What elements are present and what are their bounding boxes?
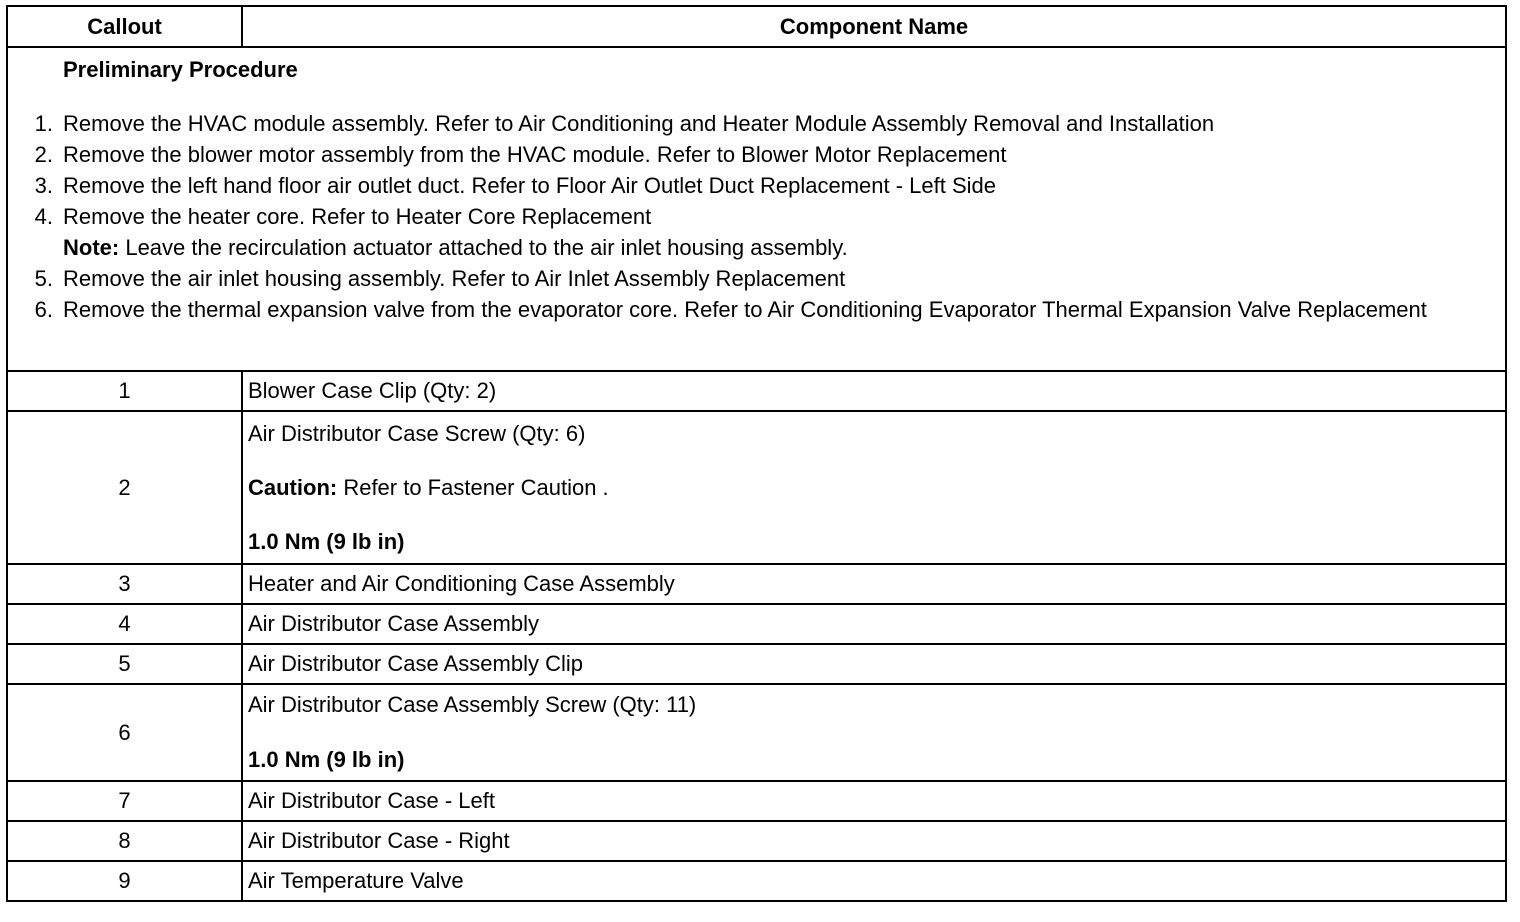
step-number: 5. [34, 266, 53, 291]
step-text: Remove the heater core. Refer to Heater Core Replacement [63, 204, 652, 229]
table-header-row [7, 6, 1506, 47]
table-row [7, 821, 1506, 861]
table-row [7, 861, 1506, 901]
table-row [7, 371, 1506, 411]
step-text: Remove the air inlet housing assembly. Refer to Air Inlet Assembly Replacement [63, 266, 846, 291]
component-name: Air Distributor Case Assembly [242, 604, 1506, 644]
procedure-step [8, 139, 1505, 170]
step-note [63, 235, 848, 260]
component-name: Blower Case Clip (Qty: 2) [242, 371, 1506, 411]
step-text: Remove the thermal expansion valve from the evaporator core. Refer to Air Conditioning Evaporator Thermal Expansion Valve Replacement [63, 297, 1427, 322]
procedure-step [8, 108, 1505, 139]
callout-number: 8 [7, 821, 242, 861]
torque-spec: 1.0 Nm (9 lb in) [248, 747, 405, 772]
callout-number: 9 [7, 861, 242, 901]
step-text: Remove the left hand floor air outlet duct. Refer to Floor Air Outlet Duct Replacement - Left Side [63, 173, 997, 198]
note-text: Leave the recirculation actuator attached to the air inlet housing assembly. [119, 235, 848, 260]
table-row [7, 604, 1506, 644]
procedure-step [8, 263, 1505, 294]
procedure-step [8, 294, 1505, 325]
step-text: Remove the blower motor assembly from the HVAC module. Refer to Blower Motor Replacement [63, 142, 1007, 167]
header-callout: Callout [7, 6, 242, 47]
component-table [6, 5, 1507, 902]
step-text: Remove the HVAC module assembly. Refer to Air Conditioning and Heater Module Assembly Removal and Installation [63, 111, 1215, 136]
table-row [7, 781, 1506, 821]
callout-number: 1 [7, 371, 242, 411]
component-details [242, 684, 1506, 781]
component-name: Air Distributor Case - Right [242, 821, 1506, 861]
component-name: Air Distributor Case - Left [242, 781, 1506, 821]
callout-number: 4 [7, 604, 242, 644]
table-row [7, 684, 1506, 781]
caution-line [248, 473, 1505, 503]
procedure-steps [8, 108, 1505, 325]
step-number: 3. [34, 173, 53, 198]
caution-text: Refer to Fastener Caution . [337, 474, 609, 500]
callout-number: 7 [7, 781, 242, 821]
table-row [7, 564, 1506, 604]
caution-label: Caution: [248, 474, 338, 500]
note-label: Note: [63, 235, 120, 260]
preliminary-title: Preliminary Procedure [63, 57, 298, 82]
component-name: Air Distributor Case Assembly Screw (Qty: 11) [248, 692, 697, 717]
table-row [7, 411, 1506, 564]
component-details [242, 411, 1506, 564]
callout-number: 5 [7, 644, 242, 684]
callout-number: 6 [7, 684, 242, 781]
component-name: Heater and Air Conditioning Case Assembly [242, 564, 1506, 604]
procedure-step [8, 201, 1505, 263]
component-name: Air Distributor Case Assembly Clip [242, 644, 1506, 684]
step-number: 6. [34, 297, 53, 322]
procedure-step [8, 170, 1505, 201]
step-number: 1. [34, 111, 53, 136]
table-row [7, 644, 1506, 684]
callout-number: 2 [7, 411, 242, 564]
preliminary-procedure-row [7, 47, 1506, 371]
component-name: Air Distributor Case Screw (Qty: 6) [248, 420, 586, 446]
preliminary-procedure-cell [7, 47, 1506, 371]
callout-number: 3 [7, 564, 242, 604]
header-component-name: Component Name [242, 6, 1506, 47]
step-number: 4. [34, 204, 53, 229]
step-number: 2. [34, 142, 53, 167]
component-name: Air Temperature Valve [242, 861, 1506, 901]
torque-spec: 1.0 Nm (9 lb in) [248, 528, 405, 554]
